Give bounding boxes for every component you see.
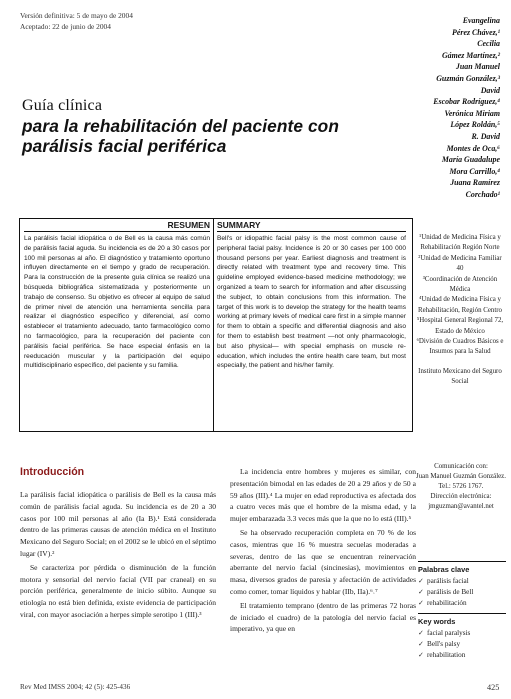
correspondence-phone: Tel.: 5726 1767. (438, 483, 484, 491)
author-line: María Guadalupe (441, 155, 500, 165)
check-icon: ✓ (418, 629, 425, 637)
summary-heading: SUMMARY (217, 220, 406, 232)
paragraph: La incidencia entre hombres y mujeres es similar, con presentación bimodal en las edades de 20 a 29 años y de 50 a 59 años (III).⁴ La mujer en edad reproductiva es afectada dos a cuatro veces más que el hombre de la misma edad, y la mujer embarazada 3.3 veces más que la que no lo está (III).⁵ (230, 467, 416, 524)
keywords-en-heading: Key words (418, 613, 506, 626)
author-line: R. David (471, 131, 500, 141)
author-line: Escobar Rodríguez,⁴ (433, 97, 500, 107)
author-line: Evangelina (462, 16, 500, 25)
publication-dates (20, 11, 133, 32)
keywords-es-heading: Palabras clave (418, 561, 506, 574)
keyword-item: ✓ parálisis facial (418, 577, 469, 585)
check-icon: ✓ (418, 577, 425, 585)
affiliation: ³Coordinación de Atención Médica (422, 275, 498, 294)
affiliations (415, 233, 505, 388)
author-line: López Roldán,⁵ (450, 120, 500, 130)
affiliation: ⁴Unidad de Medicina Física y Rehabilitación, Región Centro (417, 296, 502, 314)
correspondence-name: Juan Manuel Guzmán González. (416, 473, 506, 481)
keywords-box (418, 561, 506, 661)
correspondence (415, 462, 507, 512)
author-line: Guzmán González,³ (436, 73, 500, 83)
email-label: Dirección electrónica: (430, 493, 492, 501)
check-icon: ✓ (418, 599, 425, 607)
author-line: Montes de Oca,⁶ (446, 143, 500, 153)
author-list (400, 15, 500, 201)
article-kicker: Guía clínica (22, 97, 103, 114)
paragraph: El tratamiento temprano (dentro de las primeras 72 horas de iniciado el cuadro) de la patología del nervio facial es imperativo, ya que en (230, 600, 416, 634)
accepted-line: Aceptado: 22 de junio de 2004 (20, 21, 111, 31)
check-icon: ✓ (418, 651, 425, 659)
keyword-item: ✓ parálisis de Bell (418, 588, 474, 596)
check-icon: ✓ (418, 588, 425, 596)
body-column-1 (20, 489, 216, 623)
paragraph: La parálisis facial idiopática o parálisis de Bell es la causa más común de parálisis facial aguda. Su incidencia es de 20 a 30 casos por 100 mil personas al año (Ia B).¹ Está considerada dentro de las primeras causas de atención médica en el Instituto Mexicano del Seguro Social; en el 2002 se le ubicó en el séptimo lugar (IV).² (20, 490, 216, 558)
author-line: Mora Carrillo,⁴ (449, 166, 500, 176)
keyword-item: ✓ Bell's palsy (418, 640, 461, 648)
paragraph: Se caracteriza por pérdida o disminución de la función motora y sensorial del nervio facial (VII par craneal) en su porción periférica, generalmente de inicio súbito. Aunque su etiología no está bien definida, existe evidencia de participación viral, con mayor asociación a herpes simple serotipo 1 (III).³ (20, 562, 216, 619)
author-line: David (480, 85, 500, 95)
abstract-divider (213, 218, 214, 431)
journal-citation: Rev Med IMSS 2004; 42 (5): 425-436 (20, 683, 131, 691)
keyword-item: ✓ facial paralysis (418, 629, 471, 637)
resumen-heading: RESUMEN (24, 220, 210, 232)
author-line: Juan Manuel (455, 62, 500, 72)
article-title: para la rehabilitación del paciente con parálisis facial periférica (22, 116, 339, 156)
keyword-item: ✓ rehabilitación (418, 599, 467, 607)
correspondence-label: Comunicación con: (434, 463, 488, 470)
intro-heading: Introducción (20, 466, 85, 478)
author-line: Cecilia (477, 39, 500, 49)
author-line: Gámez Martínez,² (441, 50, 500, 60)
institution: Instituto Mexicano del Seguro Social (418, 367, 502, 386)
paragraph: Se ha observado recuperación completa en 70 % de los casos, mientras que 16 % muestra secuelas moderadas a severas, dentro de las que se encuentran reinervación aberrante del nervio facial (sincinesias), movimientos en masa, diversos grados de paresia y afectación de actividades como comer, tomar líquidos y hablar (IIb, IIa).⁶˒⁷ (230, 527, 416, 596)
author-line: Juana Ramírez (450, 178, 500, 188)
body-column-2 (230, 466, 416, 637)
keyword-item: ✓ rehabilitation (418, 651, 466, 659)
summary-text: Bell's or idiopathic facial palsy is the most common cause of peripheral facial palsy. Incidence is 20 or 30 cases per 100 000 thousand persons per year. Earliest diagnosis and treatment is directly related with treatment type and recovery time. This guideline employed evidence-based medicine methodology; we organized a team to search for information and after discussing the subject, to obtain conclusions from this information. The target of this work is to develop the strategy for the health teams working at primary levels of medical care first in a simple manner for them to obtain a specific and differential diagnosis and also for them to establish best treatment —not only pharmacologic, but also physical— with special emphasis on muscle re-education, which includes the entire health care team, but most especially, the patient and his/her family. (217, 235, 406, 370)
page-number: 425 (487, 683, 500, 692)
version-line: Versión definitiva: 5 de mayo de 2004 (20, 11, 133, 20)
author-line: Corchado¹ (465, 189, 500, 199)
affiliation: ¹Unidad de Medicina Física y Rehabilitación Región Norte (419, 234, 501, 252)
affiliation: ⁶División de Cuadros Básicos e Insumos para la Salud (416, 338, 504, 356)
check-icon: ✓ (418, 640, 425, 648)
affiliation: ⁵Hospital General Regional 72, Estado de México (416, 317, 504, 335)
author-line: Pérez Chávez,¹ (452, 27, 500, 37)
author-line: Verónica Miriam (444, 108, 500, 118)
resumen-text: La parálisis facial idiopática o de Bell es la causa más común de parálisis facial aguda. Su incidencia es de 20 a 30 casos por 100 mil personas al año. El diagnóstico y tratamiento oportuno influyen directamente en el tiempo y grado de recuperación. Para la construcción de la presente guía clínica se realizó una búsqueda bibliográfica sistematizada y posteriormente un trabajo de consenso. Su objetivo es ofrecer al equipo de salud de primer nivel de atención una herramienta sencilla para realizar el diagnóstico específico y diferencial, así como establecer el tratamiento adecuado, tanto farmacológico como no farmacológico, para la recuperación del paciente con parálisis facial periférica. Se hace especial énfasis en la reeducación muscular y la participación del equipo multidisciplinario específico, del paciente y su familia. (24, 235, 210, 370)
email-link[interactable]: jmguzman@avantel.net (428, 503, 494, 511)
affiliation: ²Unidad de Medicina Familiar 40 (418, 254, 502, 273)
